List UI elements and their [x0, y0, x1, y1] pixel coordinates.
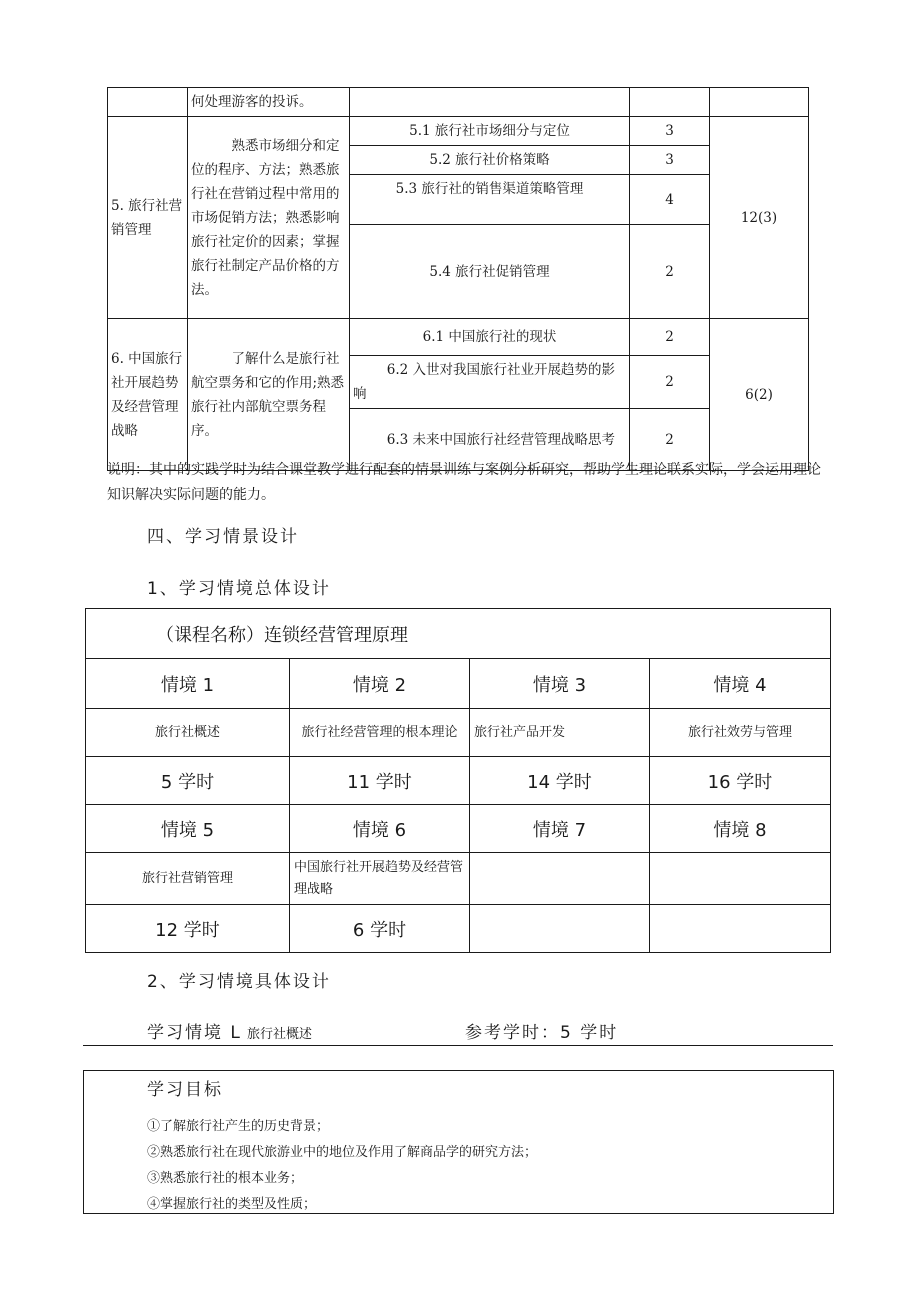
unit-cell [108, 319, 188, 471]
topic-cell [350, 175, 630, 225]
goal-item: ②熟悉旅行社在现代旅游业中的地位及作用了解商品学的研究方法； [147, 1145, 538, 1160]
scenario-hours-cell [650, 905, 831, 953]
subsection-heading: 2、学习情境具体设计 [147, 972, 331, 992]
scenario-label-cell [470, 659, 650, 709]
topic-text: 6.2 入世对我国旅行社业开展趋势的影响 [353, 362, 616, 402]
topic-text: 6.3 未来中国旅行社经营管理战略思考 [386, 431, 616, 448]
table-cell [350, 88, 630, 117]
topic-text: 5.4 旅行社促销管理 [429, 263, 550, 280]
section-heading: 四、学习情景设计 [147, 527, 299, 547]
scenario-name: 旅行社概述 [246, 1027, 312, 1042]
scenario-name: 旅行社营销管理 [141, 870, 233, 886]
scenario-name-cell [86, 709, 290, 757]
scenario-name-cell [650, 709, 831, 757]
scenario-hours: 11 学时 [347, 771, 412, 793]
scenario-hours: 16 学时 [707, 771, 773, 793]
content-text: 了解什么是旅行社航空票务和它的作用;熟悉旅行社内部航空票务程序。 [191, 350, 345, 439]
hours-cell [630, 117, 710, 146]
scenario-name: 旅行社效劳与管理 [687, 724, 792, 740]
hours-text: 3 [665, 152, 674, 168]
scenario-hours-cell [86, 905, 290, 953]
total-cell [710, 319, 809, 471]
hours-text: 2 [665, 329, 674, 345]
topic-text: 5.3 旅行社的销售渠道策略管理 [395, 181, 584, 197]
scenario-label-cell [470, 805, 650, 853]
scenario-hours-cell [290, 905, 470, 953]
scenario-name: 旅行社经营管理的根本理论 [301, 724, 458, 740]
scenario-label: 情境 6 [352, 819, 407, 841]
scenario-hours-cell [650, 757, 831, 805]
scenario-label: 情境 2 [352, 674, 407, 696]
hours-text: 4 [665, 191, 674, 208]
table-cell [710, 88, 809, 117]
scenario-name: 旅行社概述 [154, 724, 220, 740]
table-cell [108, 88, 188, 117]
scenario-label: 情境 4 [713, 674, 767, 696]
scenario-name-cell [86, 853, 290, 905]
scenario-header [147, 1018, 747, 1043]
unit-name: 5. 旅行社营销管理 [111, 197, 183, 238]
hours-cell [630, 356, 710, 409]
content-cell [188, 319, 350, 471]
subsection-heading: 1、学习情境总体设计 [147, 579, 331, 599]
hours-cell [630, 319, 710, 356]
total-text: 12(3) [740, 209, 778, 226]
hours-text: 2 [665, 374, 674, 390]
content-cell [188, 117, 350, 319]
scenario-label-cell [290, 805, 470, 853]
course-title: （课程名称）连锁经营管理原理 [156, 624, 408, 646]
table-cell [630, 88, 710, 117]
scenario-hours-cell [470, 905, 650, 953]
unit-cell [108, 117, 188, 319]
topic-text: 6.1 中国旅行社的现状 [422, 329, 557, 345]
scenario-name-cell [290, 853, 470, 905]
scenario-label-cell [650, 659, 831, 709]
course-outline-table [107, 87, 809, 471]
scenario-hours-cell [470, 757, 650, 805]
hours-text: 2 [665, 263, 674, 280]
scenario-hours-cell [86, 757, 290, 805]
total-text: 6(2) [745, 386, 773, 403]
scenario-label: 情境 5 [160, 819, 215, 841]
divider [83, 1045, 833, 1046]
content-text: 何处理游客的投诉。 [191, 94, 313, 110]
course-title-cell [86, 609, 831, 659]
scenario-overview-table [85, 608, 831, 953]
topic-text: 5.1 旅行社市场细分与定位 [409, 123, 570, 139]
goal-item: ③熟悉旅行社的根本业务； [147, 1171, 304, 1186]
reference-hours: 参考学时：5 学时 [465, 1023, 619, 1043]
topic-text: 5.2 旅行社价格策略 [429, 152, 550, 168]
hours-text: 3 [665, 123, 674, 139]
scenario-label: 情境 7 [532, 819, 587, 841]
scenario-name-cell [470, 709, 650, 757]
goals-title: 学习目标 [147, 1080, 223, 1100]
total-cell [710, 117, 809, 319]
content-text: 熟悉市场细分和定位的程序、方法；熟悉旅行社在营销过程中常用的市场促销方法；熟悉影响旅行社定价的因素；掌握旅行社制定产品价格的方法。 [191, 137, 340, 298]
scenario-label: 情境 8 [713, 819, 767, 841]
scenario-name-cell [470, 853, 650, 905]
topic-cell [350, 146, 630, 175]
scenario-hours: 12 学时 [155, 919, 220, 941]
table-note: 说明：其中的实践学时为结合课堂教学进行配套的情景训练与案例分析研究，帮助学生理论联系实际，学会运用理论知识解决实际问题的能力。 [107, 462, 821, 503]
table-cell [188, 88, 350, 117]
scenario-label: 情境 3 [532, 674, 587, 696]
goal-item: ④掌握旅行社的类型及性质； [147, 1197, 317, 1212]
learning-goals-box [83, 1070, 834, 1214]
scenario-label-cell [650, 805, 831, 853]
scenario-label-cell [290, 659, 470, 709]
scenario-label: 情境 1 [160, 674, 215, 696]
topic-cell [350, 225, 630, 319]
scenario-name: 中国旅行社开展趋势及经营管理战略 [294, 859, 464, 897]
scenario-hours-cell [290, 757, 470, 805]
scenario-label: 学习情境 L [147, 1023, 242, 1043]
scenario-label-cell [86, 805, 290, 853]
scenario-name: 旅行社产品开发 [474, 724, 566, 740]
goal-item: ①了解旅行社产生的历史背景； [147, 1119, 330, 1134]
hours-cell [630, 146, 710, 175]
scenario-hours: 14 学时 [527, 771, 592, 793]
topic-cell [350, 356, 630, 409]
unit-name: 6. 中国旅行社开展趋势及经营管理战略 [111, 350, 183, 439]
hours-cell [630, 225, 710, 319]
hours-text: 2 [665, 431, 674, 448]
scenario-hours: 6 学时 [352, 919, 407, 941]
topic-cell [350, 117, 630, 146]
scenario-label-cell [86, 659, 290, 709]
scenario-name-cell [650, 853, 831, 905]
scenario-name-cell [290, 709, 470, 757]
topic-cell [350, 319, 630, 356]
scenario-hours: 5 学时 [160, 771, 215, 793]
hours-cell [630, 175, 710, 225]
